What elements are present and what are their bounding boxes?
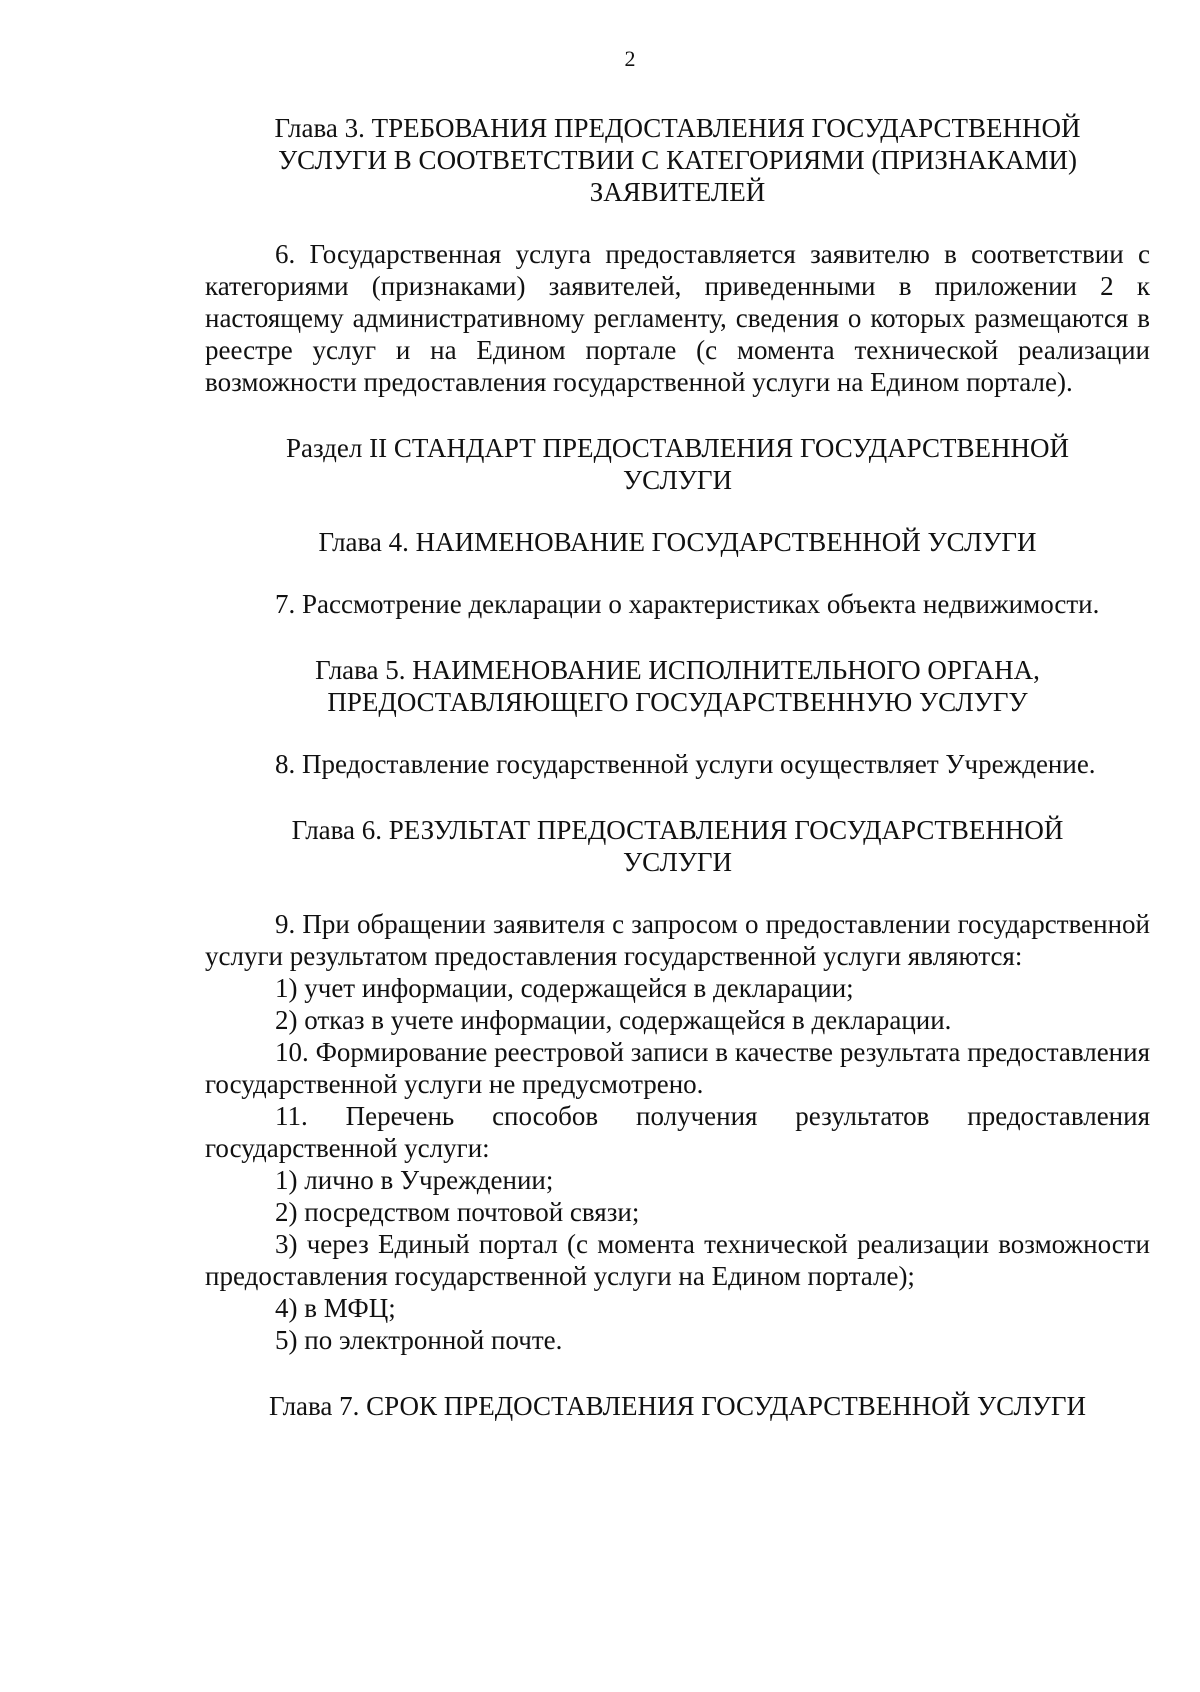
paragraph-11-item-4: 4) в МФЦ; bbox=[275, 1293, 396, 1323]
paragraph-11: 11. Перечень способов получения результатов предоставления государственной услуги: bbox=[205, 1101, 1150, 1163]
chapter-5-heading: Глава 5. НАИМЕНОВАНИЕ ИСПОЛНИТЕЛЬНОГО ОРГАНА, ПРЕДОСТАВЛЯЮЩЕГО ГОСУДАРСТВЕННУЮ УСЛУГУ bbox=[315, 655, 1040, 717]
chapter-4-heading: Глава 4. НАИМЕНОВАНИЕ ГОСУДАРСТВЕННОЙ УСЛУГИ bbox=[318, 527, 1037, 557]
paragraph-9: 9. При обращении заявителя с запросом о предоставлении государственной услуги результатом предоставления государственной услуги являются: bbox=[205, 909, 1150, 971]
paragraph-8: 8. Предоставление государственной услуги осуществляет Учреждение. bbox=[275, 749, 1096, 779]
paragraph-9-item-1: 1) учет информации, содержащейся в декларации; bbox=[275, 973, 854, 1003]
paragraph-11-item-5: 5) по электронной почте. bbox=[275, 1325, 563, 1355]
chapter-6-heading: Глава 6. РЕЗУЛЬТАТ ПРЕДОСТАВЛЕНИЯ ГОСУДАРСТВЕННОЙ УСЛУГИ bbox=[291, 815, 1064, 877]
paragraph-9-item-2: 2) отказ в учете информации, содержащейся в декларации. bbox=[275, 1005, 952, 1035]
paragraph-7: 7. Рассмотрение декларации о характеристиках объекта недвижимости. bbox=[275, 589, 1100, 619]
chapter-3-heading: Глава 3. ТРЕБОВАНИЯ ПРЕДОСТАВЛЕНИЯ ГОСУДАРСТВЕННОЙ УСЛУГИ В СООТВЕТСТВИИ С КАТЕГОРИЯМИ (ПРИЗНАКАМИ) ЗАЯВИТЕЛЕЙ bbox=[274, 113, 1081, 207]
paragraph-11-item-3: 3) через Единый портал (с момента технической реализации возможности предоставления государственной услуги на Едином портале); bbox=[205, 1229, 1150, 1291]
paragraph-10: 10. Формирование реестровой записи в качестве результата предоставления государственной услуги не предусмотрено. bbox=[205, 1037, 1150, 1099]
section-2-heading: Раздел II СТАНДАРТ ПРЕДОСТАВЛЕНИЯ ГОСУДАРСТВЕННОЙ УСЛУГИ bbox=[285, 433, 1070, 495]
chapter-7-heading: Глава 7. СРОК ПРЕДОСТАВЛЕНИЯ ГОСУДАРСТВЕННОЙ УСЛУГИ bbox=[268, 1391, 1087, 1421]
document-body bbox=[205, 112, 1150, 1422]
paragraph-6: 6. Государственная услуга предоставляется заявителю в соответствии с категориями (признаками) заявителей, приведенными в приложении 2 к настоящему административному регламенту, сведения о которых размещаются в реестре услуг и на Едином портале (с момента технической реализации возможности предоставления государственной услуги на Едином портале). bbox=[205, 239, 1150, 397]
paragraph-11-item-2: 2) посредством почтовой связи; bbox=[275, 1197, 640, 1227]
paragraph-11-item-1: 1) лично в Учреждении; bbox=[275, 1165, 554, 1195]
page-number: 2 bbox=[624, 46, 636, 71]
